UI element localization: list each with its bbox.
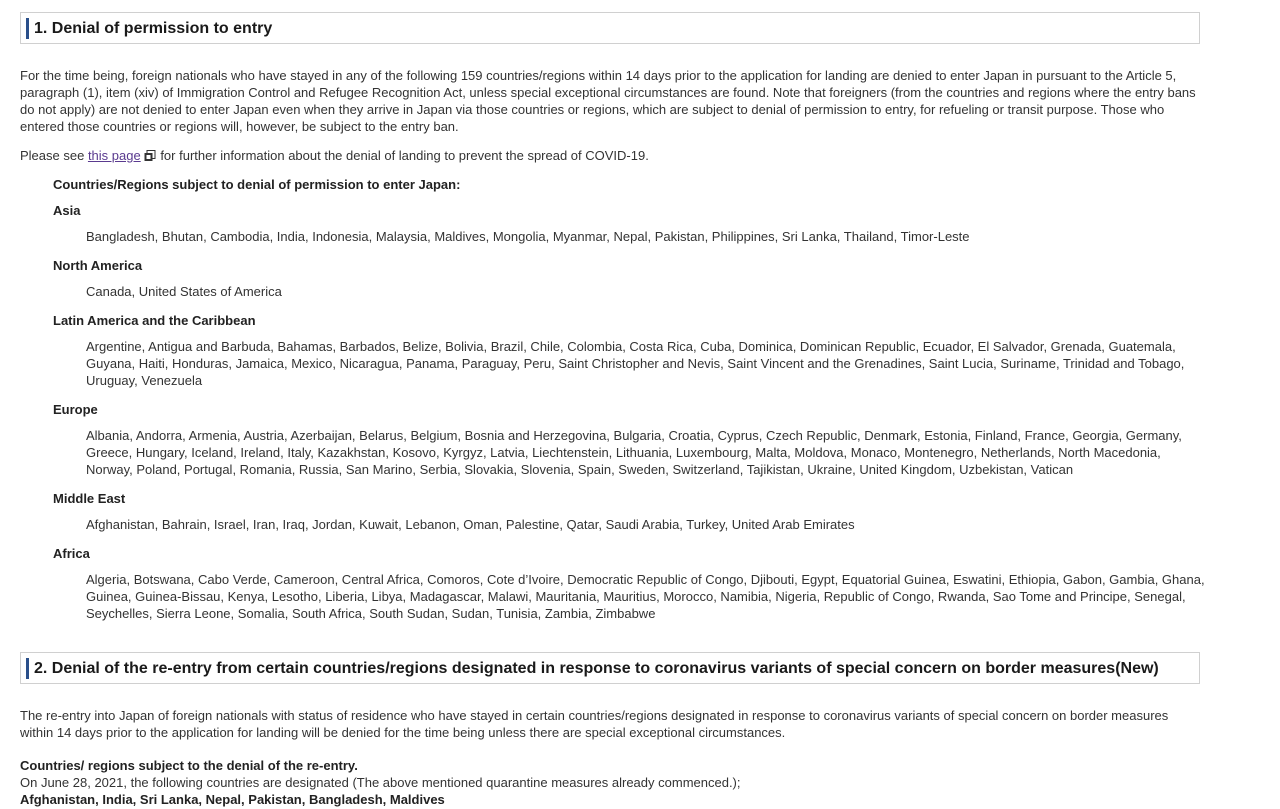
see-more-suffix: for further information about the denial of landing to prevent the spread of COVID-19. bbox=[156, 148, 649, 163]
section-1-intro: For the time being, foreign nationals who have stayed in any of the following 159 countries/regions within 14 days prior to the application for landing are denied to enter Japan in pursuant to the Article 5, paragraph (1), item (xiv) of Immigration Control and Refugee Recognition Act, unless special exceptional circumstances are found. Note that foreigners (from the countries and regions where the entry bans do not apply) are not denied to enter Japan even when they arrive in Japan via those countries or regions, which are subject to denial of permission to entry, for refueling or transit purpose. Those who entered those countries or regions will, however, be subject to the entry ban. bbox=[20, 68, 1196, 134]
section-2-header bbox=[20, 652, 1200, 684]
region-heading-middle-east: Middle East bbox=[53, 491, 126, 506]
region-countries-middle-east: Afghanistan, Bahrain, Israel, Iran, Iraq, Jordan, Kuwait, Lebanon, Oman, Palestine, Qatar, Saudi Arabia, Turkey, United Arab Emirates bbox=[86, 517, 855, 532]
region-heading-africa: Africa bbox=[53, 546, 90, 561]
section-2-title: 2. Denial of the re-entry from certain countries/regions designated in response to coronavirus variants of special concern on border measures(New) bbox=[34, 660, 1159, 677]
section-2-intro: The re-entry into Japan of foreign nationals with status of residence who have stayed in certain countries/regions designated in response to coronavirus variants of special concern on border measures within 14 days prior to the application for landing will be denied for the time being unless there are special exceptional circumstances. bbox=[20, 708, 1169, 740]
see-more-line bbox=[20, 147, 1196, 166]
this-page-link[interactable]: this page bbox=[87, 148, 141, 163]
region-countries-north-america: Canada, United States of America bbox=[86, 284, 282, 299]
countries-list-heading: Countries/Regions subject to denial of permission to enter Japan: bbox=[53, 177, 461, 192]
region-countries-asia: Bangladesh, Bhutan, Cambodia, India, Indonesia, Malaysia, Maldives, Mongolia, Myanmar, Nepal, Pakistan, Philippines, Sri Lanka, Thailand, Timor-Leste bbox=[86, 229, 970, 244]
designated-countries: Afghanistan, India, Sri Lanka, Nepal, Pakistan, Bangladesh, Maldives bbox=[20, 792, 445, 807]
region-heading-north-america: North America bbox=[53, 258, 143, 273]
see-more-prefix: Please see bbox=[20, 148, 88, 163]
designation-note: On June 28, 2021, the following countries are designated (The above mentioned quarantine measures already commenced.); bbox=[20, 775, 741, 790]
section-accent-bar bbox=[26, 18, 29, 39]
region-countries-africa: Algeria, Botswana, Cabo Verde, Cameroon, Central Africa, Comoros, Cote d’Ivoire, Democratic Republic of Congo, Djibouti, Egypt, Equatorial Guinea, Eswatini, Ethiopia, Gabon, Gambia, Ghana, Guinea, Guinea-Bissau, Kenya, Lesotho, Liberia, Libya, Madagascar, Malawi, Mauritania, Mauritius, Morocco, Namibia, Nigeria, Republic of Congo, Rwanda, Sao Tome and Principe, Senegal, Seychelles, Sierra Leone, Somalia, South Africa, South Sudan, Sudan, Tunisia, Zambia, Zimbabwe bbox=[86, 572, 1205, 621]
region-heading-latin-america: Latin America and the Caribbean bbox=[53, 313, 256, 328]
reentry-list-heading: Countries/ regions subject to the denial of the re-entry. bbox=[20, 758, 358, 773]
section-1-title: 1. Denial of permission to entry bbox=[34, 20, 273, 37]
section-1-header bbox=[20, 12, 1200, 44]
region-countries-europe: Albania, Andorra, Armenia, Austria, Azerbaijan, Belarus, Belgium, Bosnia and Herzegovina, Bulgaria, Croatia, Cyprus, Czech Republic, Denmark, Estonia, Finland, France, Georgia, Germany, Greece, Hungary, Iceland, Ireland, Italy, Kazakhstan, Kosovo, Kyrgyz, Latvia, Liechtenstein, Lithuania, Luxembourg, Malta, Moldova, Monaco, Montenegro, Netherlands, North Macedonia, Norway, Poland, Portugal, Romania, Russia, San Marino, Serbia, Slovakia, Slovenia, Spain, Sweden, Switzerland, Tajikistan, Ukraine, United Kingdom, Uzbekistan, Vatican bbox=[86, 428, 1182, 477]
region-heading-asia: Asia bbox=[53, 203, 81, 218]
section-accent-bar bbox=[26, 658, 29, 679]
external-link-icon[interactable] bbox=[144, 149, 156, 166]
region-heading-europe: Europe bbox=[53, 402, 98, 417]
region-countries-latin-america: Argentine, Antigua and Barbuda, Bahamas, Barbados, Belize, Bolivia, Brazil, Chile, Colombia, Costa Rica, Cuba, Dominica, Dominican Republic, Ecuador, El Salvador, Grenada, Guatemala, Guyana, Haiti, Honduras, Jamaica, Mexico, Nicaragua, Panama, Paraguay, Peru, Saint Christopher and Nevis, Saint Vincent and the Grenadines, Saint Lucia, Suriname, Trinidad and Tobago, Uruguay, Venezuela bbox=[86, 339, 1185, 388]
